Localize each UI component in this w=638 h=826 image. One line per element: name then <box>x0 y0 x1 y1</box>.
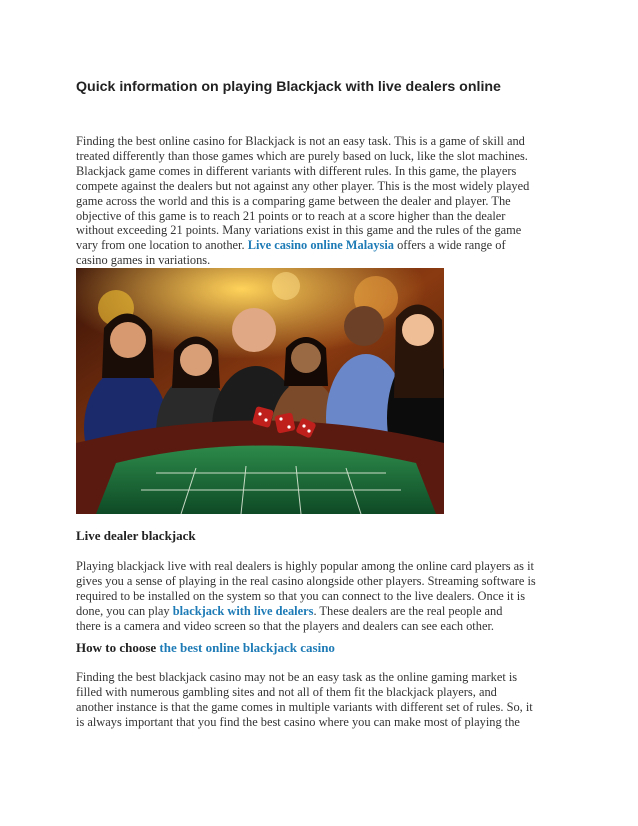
section-heading-how-to-choose <box>76 640 335 656</box>
intro-line: without exceeding 21 points. Many variations exist in this game and the rules of the game <box>76 223 522 238</box>
paragraph-line: Finding the best blackjack casino may not be an easy task as the online gaming market is <box>76 670 518 684</box>
casino-photo-illustration <box>76 268 444 514</box>
intro-text: offers a wide range of <box>394 238 506 253</box>
intro-paragraph <box>76 134 562 268</box>
intro-line <box>76 238 562 253</box>
paragraph-line: there is a camera and video screen so that the players and dealers can see each other. <box>76 618 494 633</box>
page-title: Quick information on playing Blackjack with live dealers online <box>76 79 501 95</box>
best-blackjack-casino-link[interactable]: the best online blackjack casino <box>159 640 335 655</box>
intro-line: treated differently than those games which are purely based on luck, like the slot machines. <box>76 148 528 163</box>
intro-line: Finding the best online casino for Blackjack is not an easy task. This is a game of skill and <box>76 134 525 148</box>
paragraph-line <box>76 604 562 619</box>
paragraph-line: gives you a sense of playing in the real casino alongside other players. Streaming software is <box>76 573 536 588</box>
intro-text: vary from one location to another. <box>76 238 248 253</box>
live-dealer-paragraph <box>76 559 562 634</box>
paragraph-line: another instance is that the game comes in multiple variants with different set of rules. So, it <box>76 699 533 714</box>
section-heading-live-dealer: Live dealer blackjack <box>76 528 196 543</box>
intro-line: Blackjack game comes in different variants with different rules. In this game, the players <box>76 163 517 178</box>
paragraph-line: is always important that you find the best casino where you can make most of playing the <box>76 714 520 729</box>
paragraph-text: . These dealers are the real people and <box>313 603 503 618</box>
casino-players-photo <box>76 268 444 514</box>
paragraph-line: Playing blackjack live with real dealers is highly popular among the online card players as it <box>76 559 534 573</box>
title-block <box>76 78 560 96</box>
paragraph-line: required to be installed on the system so that you can connect to the live dealers. Once it is <box>76 588 526 603</box>
paragraph-line: filled with numerous gambling sites and not all of them fit the blackjack players, and <box>76 684 497 699</box>
intro-line: game across the world and this is a comparing game between the dealer and player. The <box>76 193 511 208</box>
how-to-choose-paragraph <box>76 670 562 730</box>
paragraph-text: done, you can play <box>76 603 173 618</box>
intro-line: casino games in variations. <box>76 253 211 268</box>
intro-line: objective of this game is to reach 21 points or to reach at a score higher than the dealer <box>76 208 506 223</box>
heading-text: How to choose <box>76 640 160 655</box>
live-casino-link[interactable]: Live casino online Malaysia <box>247 238 394 253</box>
blackjack-live-dealers-link[interactable]: blackjack with live dealers <box>172 603 314 618</box>
intro-line: compete against the dealers but not against any other player. This is the most widely played <box>76 178 530 193</box>
